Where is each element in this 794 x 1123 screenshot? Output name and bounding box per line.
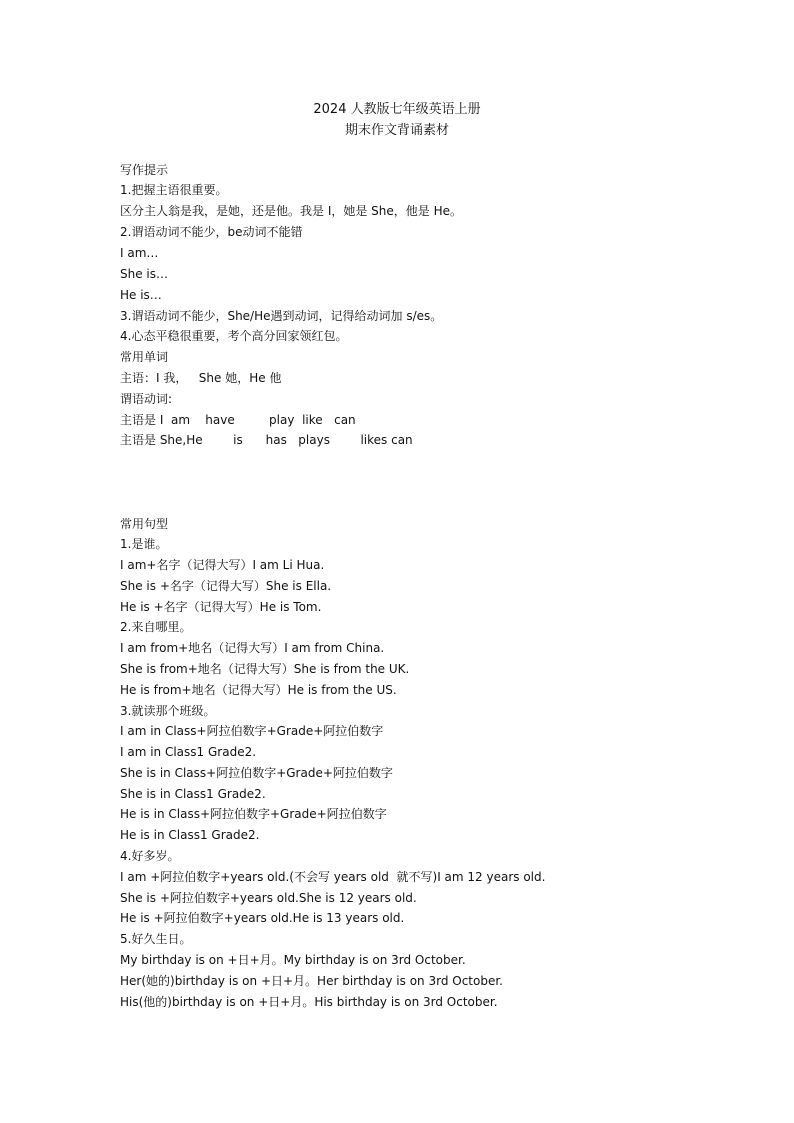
text-line: 2.来自哪里。 (120, 620, 192, 634)
text-line: She is +名字（记得大写）She is Ella. (120, 579, 332, 593)
text-line: 常用句型 (120, 517, 169, 531)
text-line: 3.谓语动词不能少，She/He遇到动词，记得给动词加 s/es。 (120, 309, 443, 323)
text-line: 写作提示 (120, 163, 169, 177)
text-line: 主语是 I am have play like can (120, 413, 356, 427)
text-line: His(他的)birthday is on +日+月。His birthday is on 3rd October. (120, 995, 498, 1009)
text-line: 常用单词 (120, 350, 169, 364)
text-line: I am +阿拉伯数字+years old.(不会写 years old 就不写)I am 12 years old. (120, 870, 546, 884)
text-line: She is in Class+阿拉伯数字+Grade+阿拉伯数字 (120, 766, 393, 780)
document-title: 2024 人教版七年级英语上册 (313, 102, 481, 117)
text-line: 谓语动词: (120, 392, 173, 406)
text-line: He is +阿拉伯数字+years old.He is 13 years old. (120, 911, 405, 925)
text-line: I am in Class1 Grade2. (120, 745, 257, 759)
text-line: 5.好久生日。 (120, 932, 192, 946)
text-line: She is from+地名（记得大写）She is from the UK. (120, 662, 410, 676)
text-line: He is +名字（记得大写）He is Tom. (120, 600, 322, 614)
text-line: I am from+地名（记得大写）I am from China. (120, 641, 385, 655)
text-line: He is in Class1 Grade2. (120, 828, 260, 842)
text-line: 区分主人翁是我，是她，还是他。我是 I，她是 She，他是 He。 (120, 204, 462, 218)
text-line: 1.是谁。 (120, 537, 168, 551)
text-line: 主语是 She,He is has plays likes can (120, 433, 413, 447)
text-line: I am+名字（记得大写）I am Li Hua. (120, 558, 325, 572)
document-subtitle: 期末作文背诵素材 (344, 123, 449, 138)
text-line: 3.就读那个班级。 (120, 704, 216, 718)
text-line: He is in Class+阿拉伯数字+Grade+阿拉伯数字 (120, 807, 387, 821)
text-line: I am… (120, 246, 159, 260)
text-line: My birthday is on +日+月。My birthday is on 3rd October. (120, 953, 466, 967)
text-line: Her(她的)birthday is on +日+月。Her birthday is on 3rd October. (120, 974, 503, 988)
text-line: I am in Class+阿拉伯数字+Grade+阿拉伯数字 (120, 724, 384, 738)
text-line: 主语：I 我， She 她，He 他 (120, 371, 282, 385)
text-line: She is +阿拉伯数字+years old.She is 12 years old. (120, 891, 417, 905)
text-line: He is from+地名（记得大写）He is from the US. (120, 683, 397, 697)
text-line: 1.把握主语很重要。 (120, 183, 228, 197)
text-line: He is… (120, 288, 162, 302)
text-line: She is… (120, 267, 169, 281)
text-line: She is in Class1 Grade2. (120, 787, 266, 801)
text-line: 4.好多岁。 (120, 849, 180, 863)
text-line: 2.谓语动词不能少，be动词不能错 (120, 225, 303, 239)
text-line: 4.心态平稳很重要，考个高分回家领红包。 (120, 329, 348, 343)
